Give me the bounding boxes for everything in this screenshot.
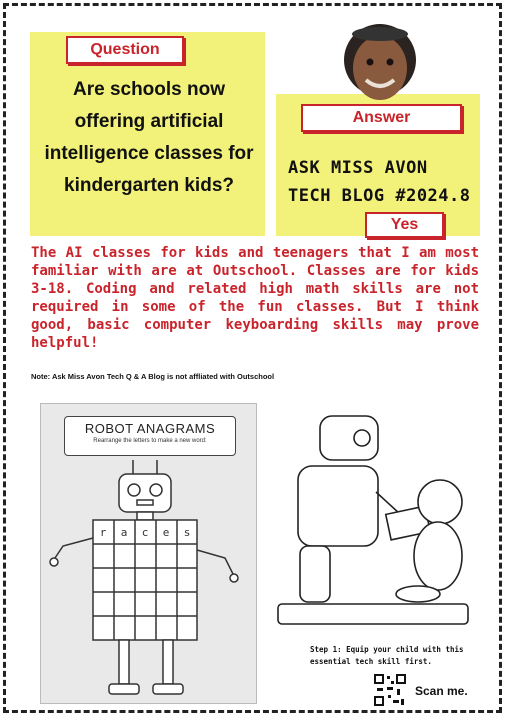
- anagram-letter: r: [99, 526, 107, 539]
- qr-finder-inner: [376, 676, 382, 682]
- portrait-face: [353, 36, 407, 100]
- qr-module: [387, 676, 390, 679]
- qr-code[interactable]: [373, 673, 407, 707]
- robot-reading-illustration: [268, 396, 474, 636]
- qr-module: [401, 699, 404, 705]
- qr-module: [387, 687, 393, 690]
- qr-finder-inner: [398, 676, 404, 682]
- worksheet-title: ROBOT ANAGRAMS: [84, 421, 216, 436]
- robot-leg: [300, 546, 330, 602]
- robot-foot-right: [153, 684, 183, 694]
- baby-head: [418, 480, 462, 524]
- answer-body: The AI classes for kids and teenagers that I am most familiar with are at Outschool. Classes are for kids 3-18. Coding and related high math skills are not required in some of the fun classes. But I think good, basic computer keyboarding skills may prove helpful!: [31, 245, 479, 351]
- worksheet-subtitle: Rearrange the letters to make a new word:: [93, 438, 207, 444]
- blog-title-line1: ASK MISS AVON: [288, 158, 428, 178]
- robot-hand-left: [50, 558, 58, 566]
- robot-arm-right: [197, 550, 233, 574]
- baby-body: [414, 522, 462, 590]
- portrait-sunglasses: [352, 27, 408, 41]
- portrait-eye-right: [387, 59, 394, 66]
- disclaimer-note: Note: Ask Miss Avon Tech Q & A Blog is not affliated with Outschool: [31, 372, 275, 381]
- robot-neck: [137, 512, 153, 520]
- question-tag: Question: [66, 36, 184, 64]
- qr-module: [393, 700, 399, 703]
- qr-module: [391, 681, 394, 684]
- robot-arm-left: [55, 538, 93, 558]
- qr-module: [388, 695, 391, 698]
- baby-foot: [396, 586, 440, 602]
- portrait-eye-left: [367, 59, 374, 66]
- anagram-letter: c: [141, 526, 149, 539]
- robot-torso: [298, 466, 378, 546]
- worksheet-header: [64, 416, 236, 456]
- floor-block: [278, 604, 468, 624]
- answer-tag: Answer: [301, 104, 462, 132]
- robot-hand-right: [230, 574, 238, 582]
- robot-eye-left: [128, 484, 140, 496]
- anagram-letter: e: [162, 526, 170, 539]
- robot-eye-right: [150, 484, 162, 496]
- robot-anagrams-worksheet: [40, 403, 257, 704]
- robot-head: [119, 474, 171, 512]
- qr-module: [377, 688, 383, 691]
- blog-title-line2: TECH BLOG #2024.8: [288, 186, 471, 206]
- answer-verdict: Yes: [365, 212, 444, 238]
- blog-title: [288, 154, 473, 210]
- robot-mouth: [137, 500, 153, 505]
- step-instruction: Step 1: Equip your child with this essential tech skill first.: [310, 645, 464, 666]
- anagram-letter: a: [120, 526, 128, 539]
- robot-leg-left: [119, 640, 129, 684]
- robot-foot-left: [109, 684, 139, 694]
- robot-eye: [354, 430, 370, 446]
- author-portrait: [336, 16, 428, 106]
- qr-finder-inner: [376, 698, 382, 704]
- question-text: Are schools now offering artificial intelligence classes for kindergarten kids?: [44, 79, 254, 196]
- scan-label: Scan me.: [415, 684, 468, 698]
- qr-module: [397, 689, 400, 695]
- robot-figure: [41, 454, 258, 704]
- anagram-letter: s: [183, 526, 191, 539]
- robot-leg-right: [163, 640, 173, 684]
